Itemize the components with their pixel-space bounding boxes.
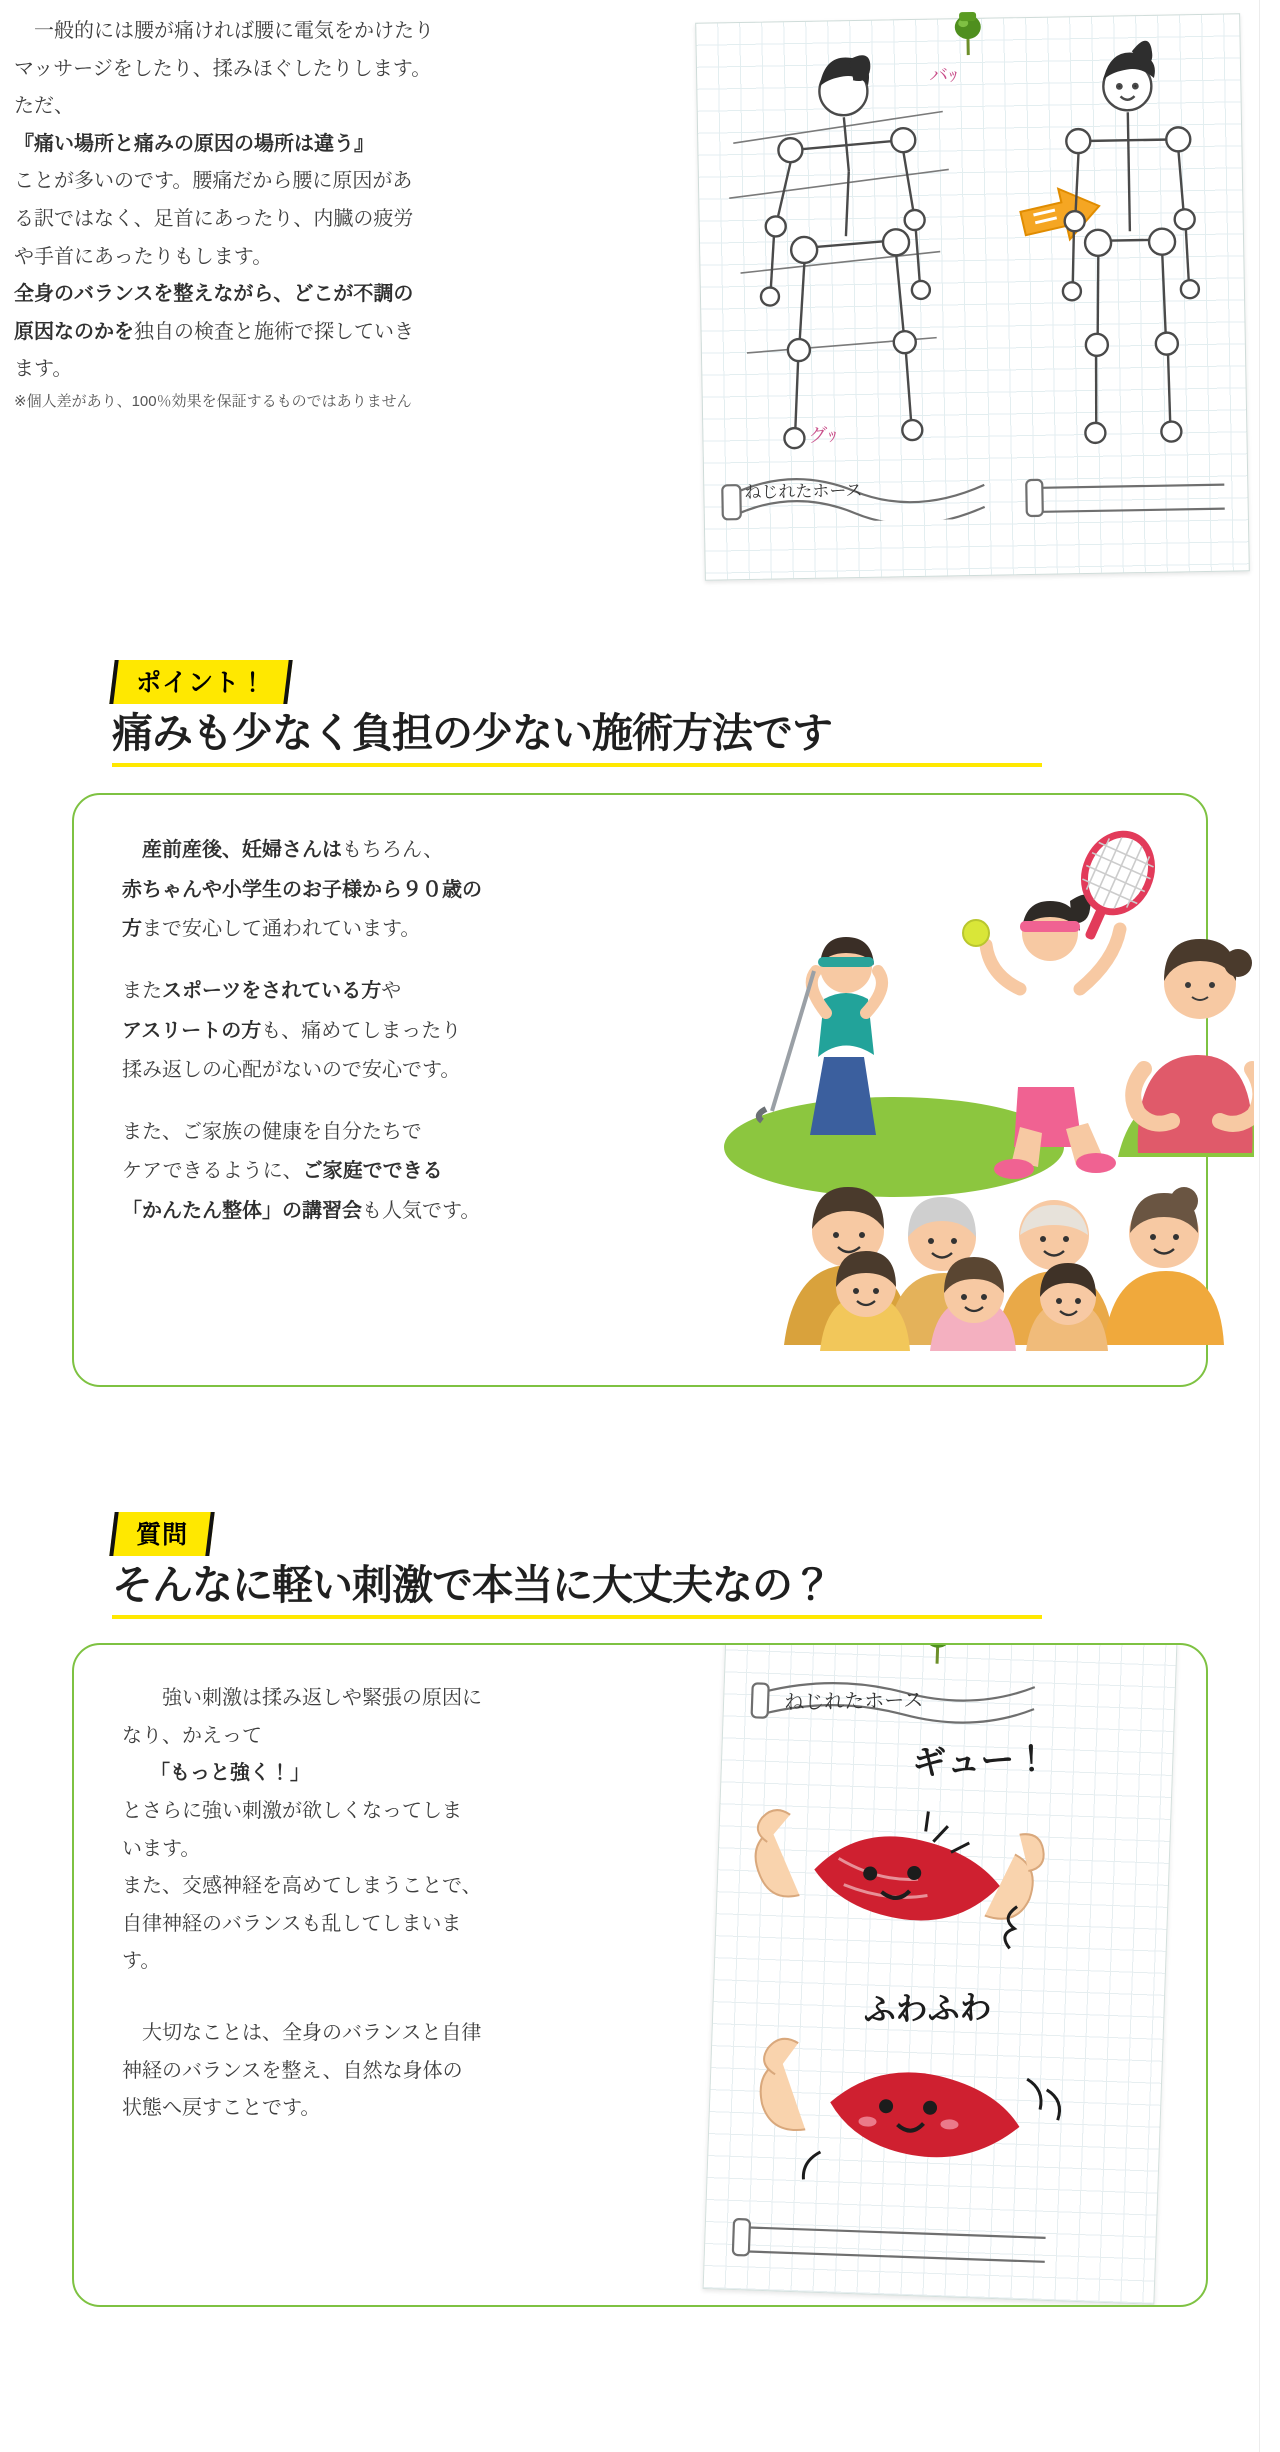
point-block-1: [122, 833, 642, 948]
section-question: [0, 1512, 1280, 2307]
question-card: [72, 1643, 1208, 2307]
q-line-5: また、交感神経を高めてしまうことで、: [122, 1875, 482, 1898]
q-line-8: 大切なことは、全身のバランスと自律: [122, 2022, 482, 2044]
intro-line-3: ただ、: [14, 95, 74, 118]
paragraph-gap: [122, 1982, 642, 2016]
point-b1-line3: [122, 912, 642, 948]
memo-caption: ねじれたホース: [744, 480, 863, 503]
point-b2-b: や: [381, 980, 402, 1003]
q-line-3: とさらに強い刺激が欲しくなってしま: [122, 1800, 462, 1823]
q-line-6: 自律神経のバランスも乱してしまいま: [122, 1912, 462, 1935]
intro-line-7: ます。: [14, 358, 73, 381]
point-heading-group: [112, 660, 1280, 767]
point-b1-rest1: もちろん、: [342, 839, 444, 862]
question-heading: そんなに軽い刺激で本当に大丈夫なの？: [112, 1562, 832, 1608]
question-heading-group: [112, 1512, 1280, 1619]
intro-line-1: 一般的には腰が痛ければ腰に電気をかけたり: [14, 20, 434, 42]
q-line-10: 状態へ戻すことです。: [122, 2097, 321, 2120]
point-b3-line1: また、ご家族の健康を自分たちで: [122, 1120, 422, 1143]
point-b3-line2: [122, 1154, 642, 1190]
memo2-fuwa-label: ふわふわ: [863, 1989, 992, 2028]
point-b3-a: ケアできるように、: [122, 1160, 303, 1183]
point-b1-line2: 赤ちゃんや小学生のお子様から９０歳の: [122, 878, 482, 901]
intro-bold-line-2: [14, 315, 444, 351]
intro-line-5: る訳ではなく、足首にあったり、内臓の疲労: [14, 207, 414, 230]
ribbon-point: [109, 660, 292, 704]
point-b2-rest2: も、痛めてしまったり: [261, 1019, 462, 1042]
pushpin-icon: [915, 1643, 961, 1666]
point-b2-bold2: アスリートの方: [122, 1019, 262, 1042]
point-b2-a: また: [122, 980, 162, 1003]
point-b1-rest3: まで安心して通われています。: [142, 918, 421, 941]
memo-note-posture: [695, 13, 1250, 580]
ribbon-question: [109, 1512, 214, 1556]
intro-bold-fragment: 原因なのかを: [14, 320, 134, 343]
relaxed-muscle-illustration: [758, 2038, 1062, 2188]
memo2-gyu-label: ギュー！: [911, 1740, 1050, 1783]
question-heading-underline: [112, 1615, 1042, 1619]
point-text-block: [122, 833, 642, 1255]
point-heading-underline: [112, 763, 1042, 767]
point-b2-line3: 揉み返しの心配がないので安心です。: [122, 1059, 461, 1082]
posture-before-illustration: [696, 14, 1248, 523]
memo-note-muscle: [703, 1643, 1178, 2305]
point-b2-line2: [122, 1014, 642, 1050]
posture-after-illustration: [1059, 41, 1202, 443]
point-heading: 痛みも少なく負担の少ない施術方法です: [112, 710, 832, 756]
ribbon-question-label: 質問: [136, 1521, 189, 1549]
squeeze-hands-illustration: [753, 1806, 1045, 1950]
ribbon-point-label: ポイント！: [136, 669, 267, 697]
section-intro: [0, 0, 1280, 658]
q-line-7: す。: [122, 1950, 161, 1973]
page-right-margin: [1259, 0, 1280, 2452]
point-b1-bold3: 方: [122, 918, 142, 941]
straight-hose-illustration: [1026, 477, 1225, 516]
intro-line-6: や手首にあったりもします。: [14, 245, 273, 268]
point-b3-rest3: も人気です。: [362, 1200, 481, 1222]
point-card: [72, 793, 1208, 1387]
point-b3-bold2: ご家庭でできる: [302, 1160, 443, 1183]
pushpin-icon: [945, 9, 990, 58]
intro-line-4: ことが多いのです。腰痛だから腰に原因があ: [14, 170, 413, 193]
point-b1-bold1: 産前産後、妊婦さんは: [122, 839, 342, 862]
section-point: [0, 660, 1280, 1387]
family-illustration: [774, 1095, 1244, 1355]
q-line-9: 神経のバランスを整え、自然な身体の: [122, 2059, 463, 2082]
point-block-3: [122, 1115, 642, 1230]
intro-tail-fragment: 独自の検査と施術で探していき: [134, 320, 414, 343]
point-b3-line3: [122, 1194, 642, 1230]
point-b2-line1: [122, 974, 642, 1010]
intro-disclaimer: ※個人差があり、100％効果を保証するものではありません: [14, 392, 412, 410]
point-block-2: [122, 974, 642, 1089]
point-b1-line1: [122, 833, 642, 869]
q-line-4: います。: [122, 1837, 201, 1860]
point-b2-bold1: スポーツをされている方: [162, 980, 382, 1003]
intro-bold-quote: 『痛い場所と痛みの原因の場所は違う』: [14, 132, 374, 155]
q-line-2: なり、かえって: [122, 1724, 262, 1747]
q-bold-line: 「もっと強く！」: [150, 1762, 310, 1785]
intro-bold-line-1: 全身のバランスを整えながら、どこが不調の: [14, 283, 414, 306]
intro-line-2: マッサージをしたり、揉みほぐしたりします。: [14, 57, 432, 80]
question-text-block: [122, 1681, 642, 2129]
q-line-1: 強い刺激は揉み返しや緊張の原因に: [122, 1687, 482, 1710]
point-b3-bold3: 「かんたん整体」の講習会: [122, 1200, 362, 1222]
intro-text-block: [14, 14, 444, 416]
tennis-ball-icon: [963, 920, 989, 946]
label-pain-top: バｯ: [928, 65, 958, 87]
memo2-title: ねじれたホース: [784, 1689, 924, 1715]
label-pain-bottom: グｯ: [808, 425, 838, 447]
